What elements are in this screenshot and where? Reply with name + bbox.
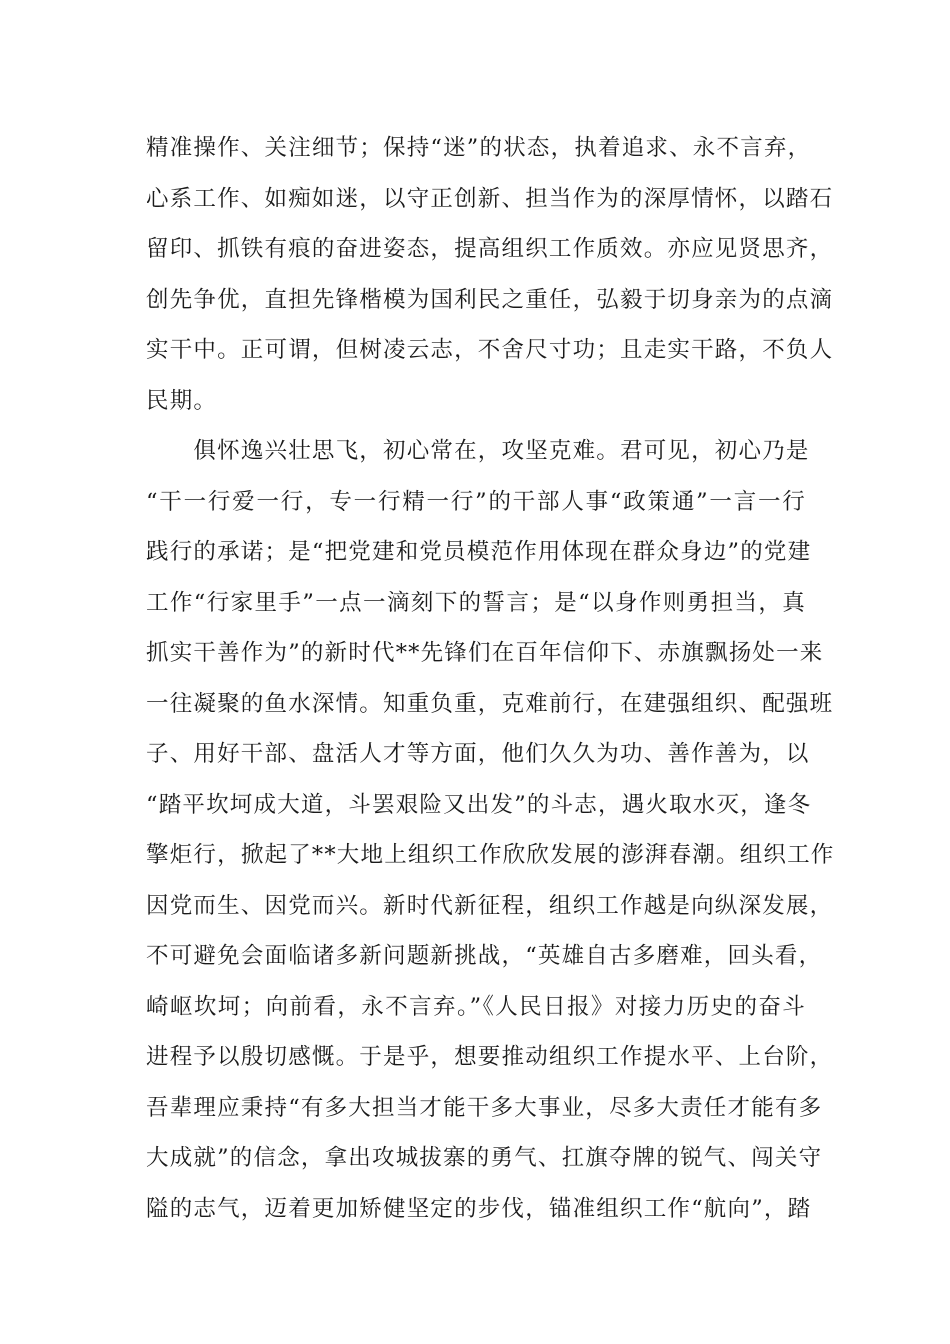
- paragraph-2: [146, 433, 835, 1241]
- text-line: 吾辈理应秉持“有多大担当才能干多大事业，尽多大责任才能有多: [146, 1094, 823, 1121]
- text-line: 大成就”的信念，拿出攻城拔寨的勇气、扛旗夺牌的锐气、闯关守: [146, 1145, 823, 1171]
- text-line: 心系工作、如痴如迷，以守正创新、担当作为的深厚情怀，以踏石: [146, 185, 834, 212]
- text-line: 创先争优，直担先锋楷模为国利民之重任，弘毅于切身亲为的点滴: [146, 286, 834, 313]
- text-line: 精准操作、关注细节；保持“迷”的状态，执着追求、永不言弃，: [146, 135, 812, 161]
- text-line: 擎炬行，掀起了**大地上组织工作欣欣发展的澎湃春潮。组织工作: [146, 842, 835, 868]
- text-line: “干一行爱一行，专一行精一行”的干部人事“政策通”一言一行: [146, 488, 806, 515]
- text-line: 不可避免会面临诸多新问题新挑战，“英雄自古多磨难，回头看，: [146, 943, 823, 969]
- text-line: 实干中。正可谓，但树凌云志，不舍尺寸功；且走实干路，不负人: [146, 337, 834, 363]
- text-line: 践行的承诺；是“把党建和党员模范作用体现在群众身边”的党建: [146, 539, 812, 565]
- text-line: 一往凝聚的鱼水深情。知重负重，克难前行，在建强组织、配强班: [146, 690, 834, 717]
- paragraph-1: [146, 130, 834, 433]
- text-line: 进程予以殷切感慨。于是乎，想要推动组织工作提水平、上台阶，: [146, 1044, 834, 1070]
- text-line: 崎岖坎坷；向前看，永不言弃。”《人民日报》对接力历史的奋斗: [146, 993, 806, 1020]
- text-line: 抓实干善作为”的新时代**先锋们在百年信仰下、赤旗飘扬处一来: [146, 640, 824, 666]
- text-line: 工作“行家里手”一点一滴刻下的誓言；是“以身作则勇担当，真: [146, 589, 806, 616]
- document-body: [146, 130, 835, 1241]
- text-line: 民期。: [146, 387, 218, 414]
- text-line: 子、用好干部、盘活人才等方面，他们久久为功、善作善为，以: [146, 741, 810, 767]
- text-line: 隘的志气，迈着更加矫健坚定的步伐，锚准组织工作“航向”，踏: [146, 1195, 812, 1222]
- text-line: 留印、抓铁有痕的奋进姿态，提高组织工作质效。亦应见贤思齐，: [146, 236, 834, 262]
- text-line: 俱怀逸兴壮思飞，初心常在，攻坚克难。君可见，初心乃是: [146, 438, 810, 464]
- text-line: 因党而生、因党而兴。新时代新征程，组织工作越是向纵深发展，: [146, 892, 834, 919]
- text-line: “踏平坎坷成大道，斗罢艰险又出发”的斗志，遇火取水灭，逢冬: [146, 791, 812, 818]
